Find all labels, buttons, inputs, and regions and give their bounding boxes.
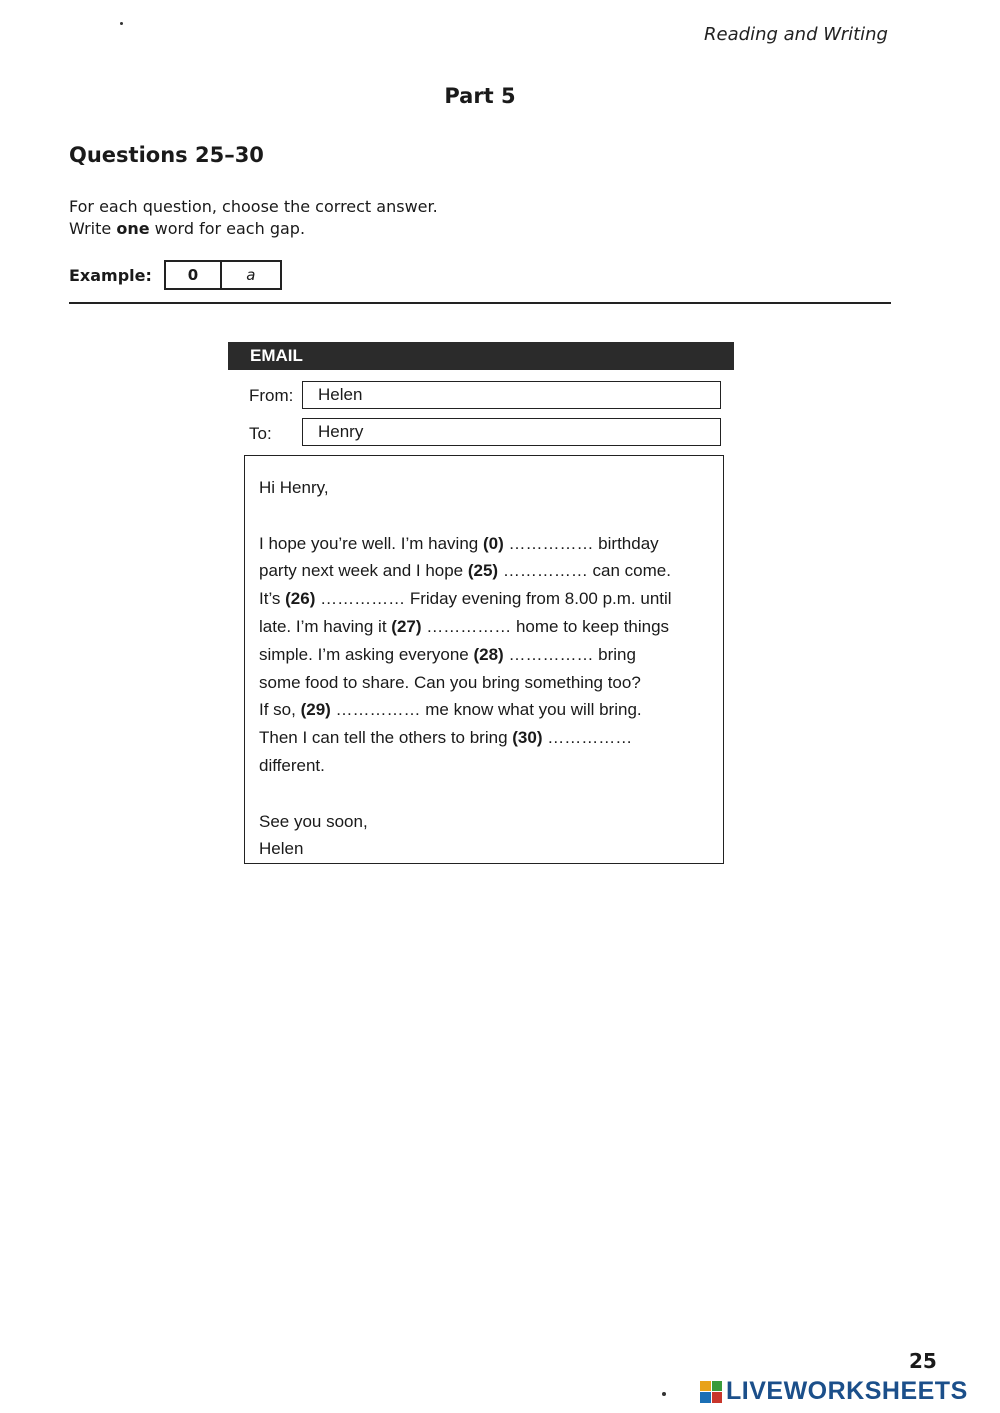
gap-number: (27) bbox=[391, 616, 422, 636]
signature: Helen bbox=[259, 839, 304, 859]
body-line bbox=[259, 613, 713, 641]
body-line bbox=[259, 696, 713, 724]
logo-cell bbox=[712, 1381, 723, 1392]
body-line bbox=[259, 752, 713, 780]
body-text: …………… can come. bbox=[498, 561, 671, 581]
body-text: …………… Friday evening from 8.00 p.m. until bbox=[315, 589, 672, 609]
body-line bbox=[259, 585, 713, 613]
body-line bbox=[259, 669, 713, 697]
body-text: Then I can tell the others to bring bbox=[259, 728, 513, 748]
instruction-line-1: For each question, choose the correct answer. bbox=[69, 197, 438, 216]
body-text: …………… birthday bbox=[503, 533, 659, 553]
instruction-text: word for each gap. bbox=[149, 219, 306, 238]
example-row bbox=[69, 260, 282, 290]
questions-heading: Questions 25–30 bbox=[69, 143, 264, 167]
body-text: some food to share. Can you bring something too? bbox=[259, 672, 641, 692]
body-line bbox=[259, 641, 713, 669]
divider bbox=[69, 302, 891, 304]
instructions bbox=[69, 196, 438, 240]
scan-mark bbox=[120, 22, 123, 25]
email-body bbox=[259, 530, 713, 780]
body-text: …………… bring bbox=[503, 644, 636, 664]
body-text: …………… bbox=[542, 728, 633, 748]
greeting: Hi Henry, bbox=[259, 478, 329, 497]
body-text: …………… home to keep things bbox=[421, 616, 670, 636]
brand-logo-icon bbox=[700, 1381, 722, 1403]
body-text: …………… me know what you will bring. bbox=[330, 700, 642, 720]
email-message bbox=[244, 455, 724, 864]
body-text: It’s bbox=[259, 589, 286, 609]
instruction-line-2 bbox=[69, 218, 438, 240]
scan-mark bbox=[662, 1392, 666, 1396]
example-answer: a bbox=[246, 266, 256, 284]
section-header: Reading and Writing bbox=[704, 24, 888, 45]
body-text: If so, bbox=[259, 700, 301, 720]
from-label: From: bbox=[249, 386, 294, 405]
part-title: Part 5 bbox=[444, 84, 516, 108]
body-line bbox=[259, 724, 713, 752]
example-box bbox=[164, 260, 282, 290]
gap-number: (29) bbox=[300, 700, 331, 720]
gap-number: (25) bbox=[467, 561, 499, 581]
gap-number: (26) bbox=[285, 589, 316, 609]
to-field: Henry bbox=[302, 418, 721, 446]
instruction-bold: one bbox=[116, 219, 150, 238]
gap-number: (0) bbox=[482, 533, 504, 553]
closing: See you soon, bbox=[259, 811, 368, 831]
body-line bbox=[259, 530, 713, 558]
logo-cell bbox=[700, 1381, 711, 1392]
body-text: simple. I’m asking everyone bbox=[259, 644, 474, 664]
example-label: Example: bbox=[69, 265, 152, 285]
email-bar: EMAIL bbox=[228, 342, 734, 370]
example-number: 0 bbox=[166, 262, 222, 288]
gap-number: (30) bbox=[512, 728, 543, 748]
to-label: To: bbox=[249, 424, 272, 443]
gap-number: (28) bbox=[473, 644, 504, 664]
body-text: party next week and I hope bbox=[259, 561, 468, 581]
body-text: I hope you’re well. I’m having bbox=[259, 533, 483, 553]
page-number: 25 bbox=[909, 1349, 937, 1373]
body-line bbox=[259, 557, 713, 585]
brand-name: LIVEWORKSHEETS bbox=[726, 1377, 968, 1405]
logo-cell bbox=[700, 1392, 711, 1403]
body-text: late. I’m having it bbox=[259, 616, 392, 636]
body-text: different. bbox=[259, 755, 325, 775]
logo-cell bbox=[712, 1392, 723, 1403]
from-field: Helen bbox=[302, 381, 721, 409]
brand-watermark bbox=[700, 1377, 968, 1406]
instruction-text: Write bbox=[69, 219, 117, 238]
